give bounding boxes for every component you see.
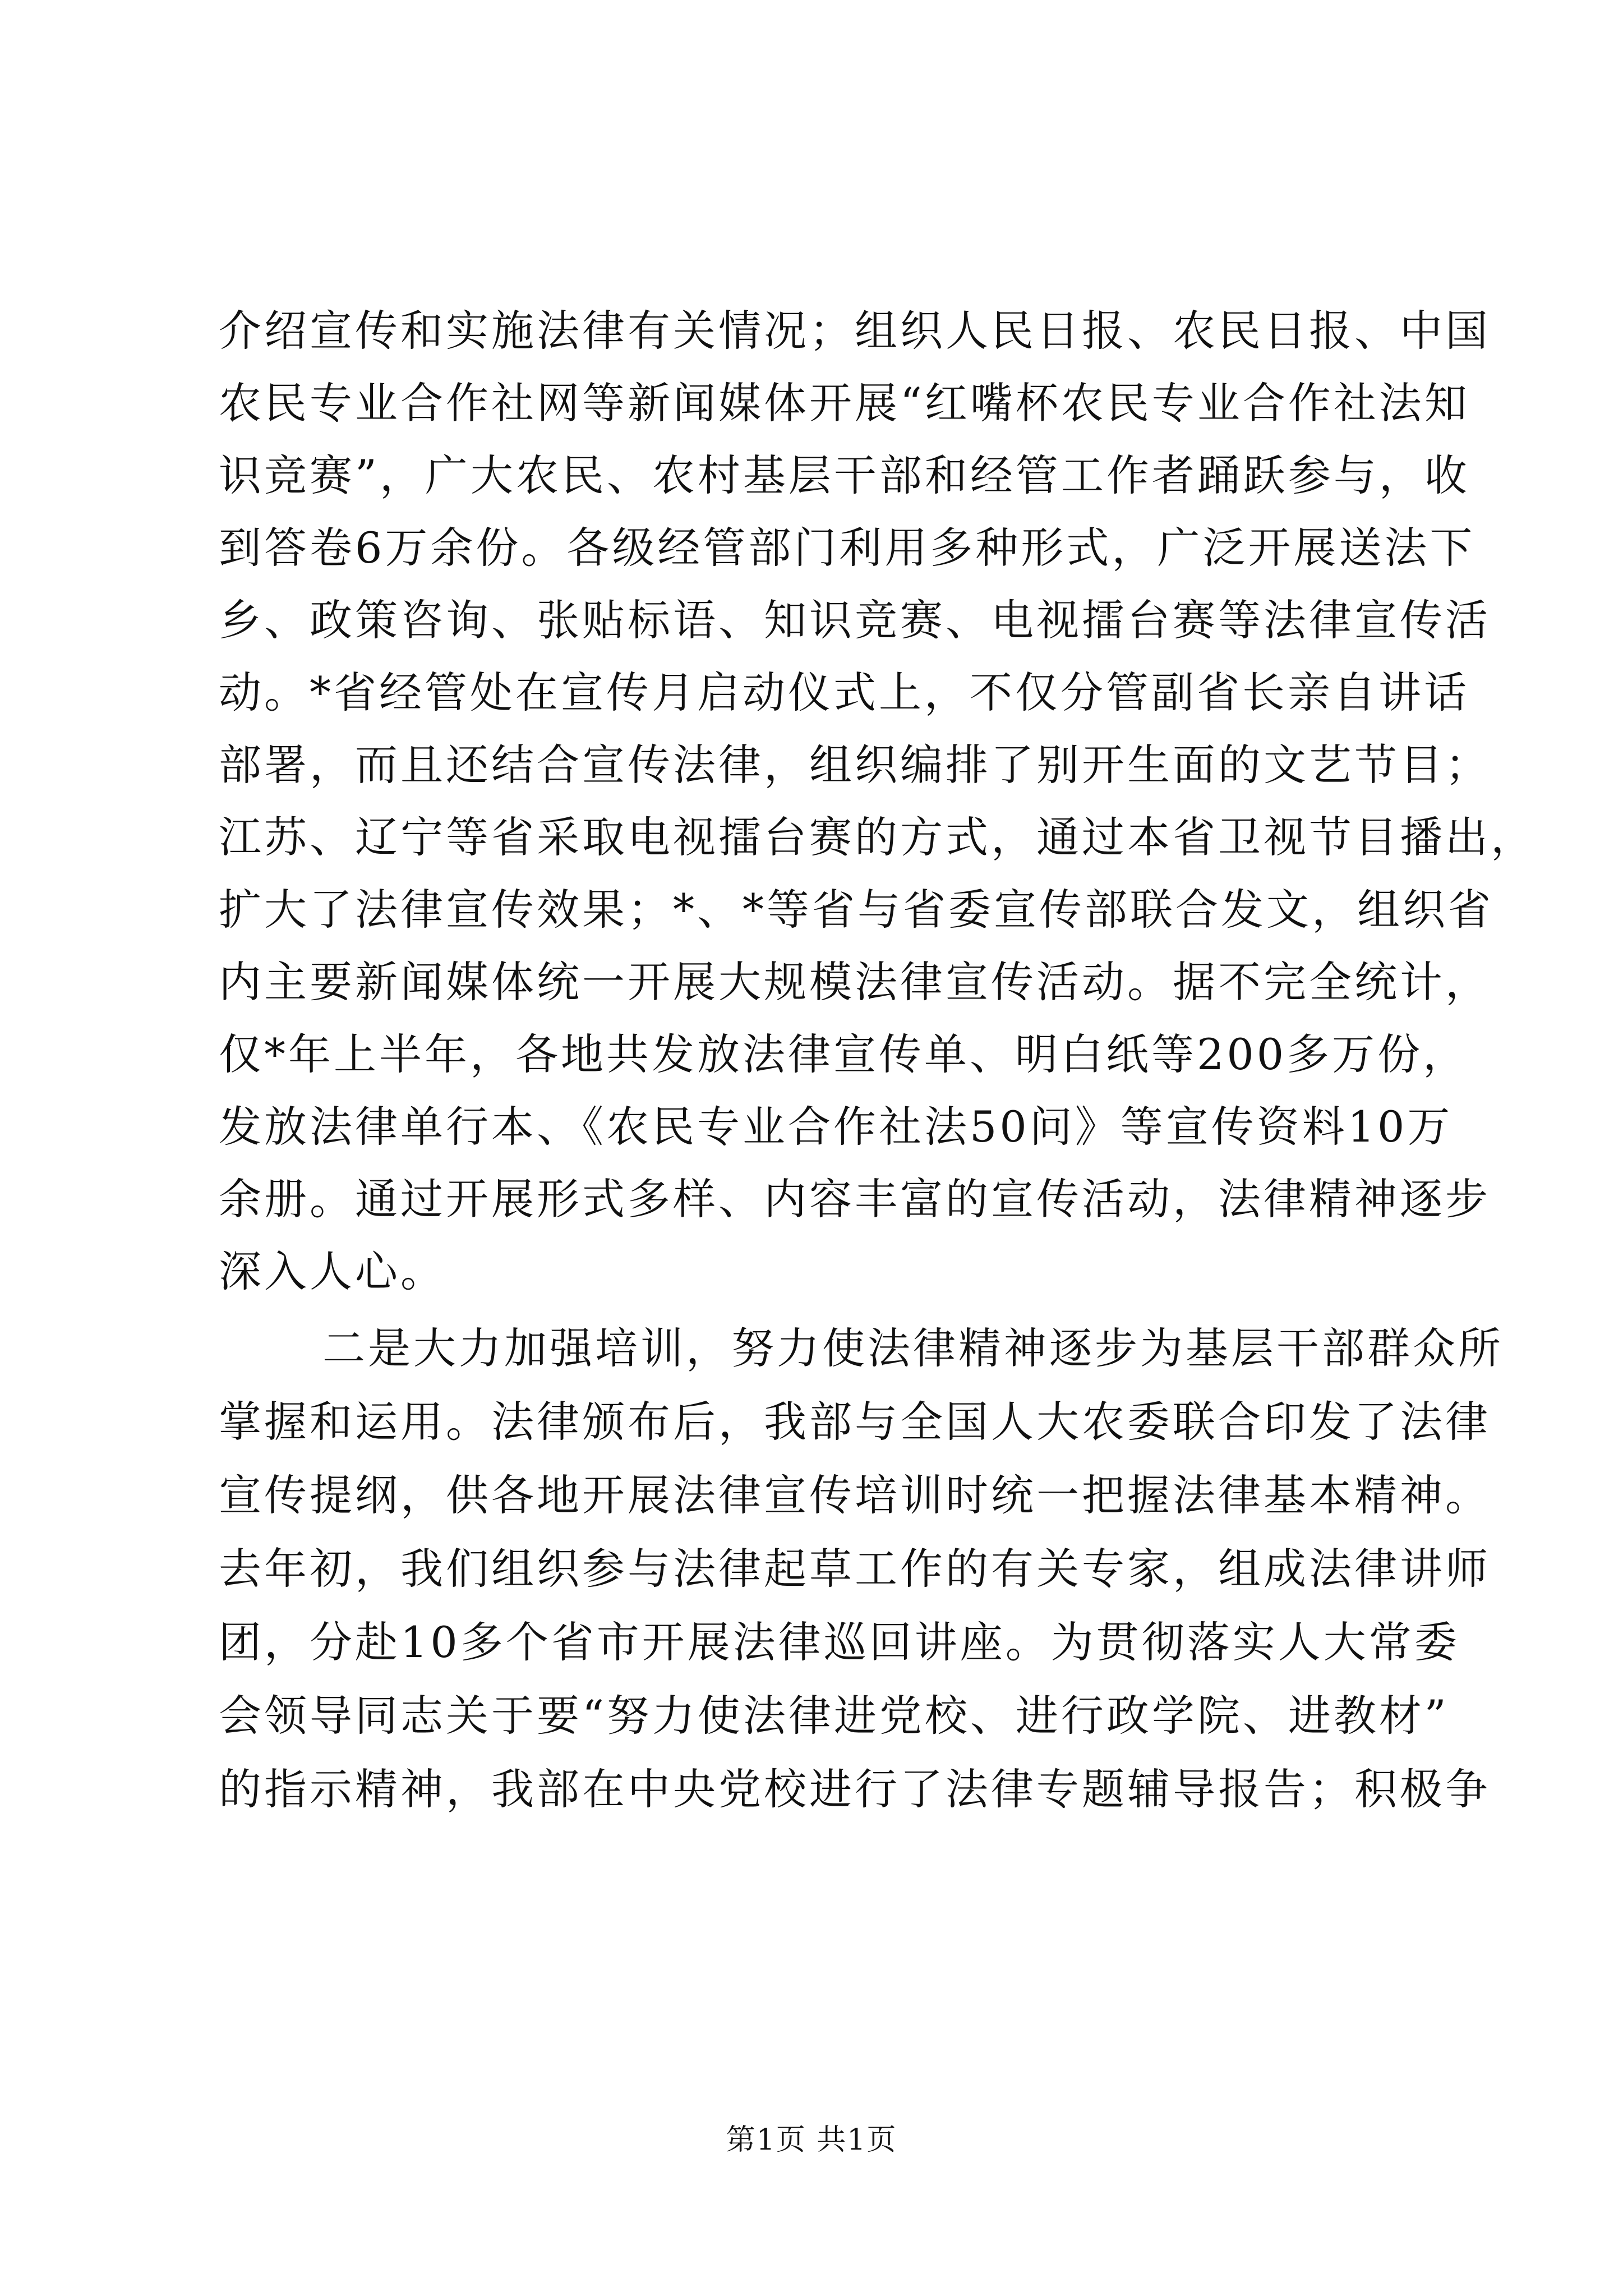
page-number-footer: 第1页 共1页	[726, 2123, 897, 2157]
text-line: 扩大了法律宣传效果；*、*等省与省委宣传部联合发文，组织省	[219, 885, 1493, 935]
text-line: 掌握和运用。法律颁布后，我部与全国人大农委联合印发了法律	[219, 1397, 1491, 1447]
text-line: 内主要新闻媒体统一开展大规模法律宣传活动。据不完全统计，	[219, 957, 1491, 1007]
text-line: 宣传提纲，供各地开展法律宣传培训时统一把握法律基本精神。	[219, 1470, 1491, 1520]
paragraph-start-line: 二是大力加强培训，努力使法律精神逐步为基层干部群众所	[322, 1323, 1504, 1373]
text-line: 会领导同志关于要“努力使法律进党校、进行政学院、进教材”	[219, 1691, 1449, 1741]
text-line: 乡、政策咨询、张贴标语、知识竞赛、电视擂台赛等法律宣传活	[219, 595, 1491, 645]
text-line: 深入人心。	[219, 1246, 446, 1296]
text-line: 部署，而且还结合宣传法律，组织编排了别开生面的文艺节目；	[219, 740, 1491, 790]
text-line: 动。*省经管处在宣传月启动仪式上，不仅分管副省长亲自讲话	[219, 668, 1469, 717]
text-line: 介绍宣传和实施法律有关情况；组织人民日报、农民日报、中国	[219, 306, 1491, 356]
text-line: 去年初，我们组织参与法律起草工作的有关专家，组成法律讲师	[219, 1544, 1491, 1594]
text-line: 识竞赛”，广大农民、农村基层干部和经管工作者踊跃参与，收	[219, 450, 1470, 500]
text-line: 发放法律单行本、《农民专业合作社法50问》等宣传资料10万	[219, 1102, 1453, 1152]
text-line: 仅*年上半年，各地共发放法律宣传单、明白纸等200多万份，	[219, 1029, 1469, 1079]
text-line: 团，分赴10多个省市开展法律巡回讲座。为贯彻落实人大常委	[219, 1617, 1460, 1667]
text-line: 到答卷6万余份。各级经管部门利用多种形式，广泛开展送法下	[219, 523, 1476, 573]
text-line: 的指示精神，我部在中央党校进行了法律专题辅导报告；积极争	[219, 1764, 1491, 1814]
text-line: 农民专业合作社网等新闻媒体开展“红嘴杯农民专业合作社法知	[219, 378, 1470, 428]
text-line: 余册。通过开展形式多样、内容丰富的宣传活动，法律精神逐步	[219, 1174, 1491, 1224]
text-line: 江苏、辽宁等省采取电视擂台赛的方式，通过本省卫视节目播出，	[219, 812, 1536, 862]
